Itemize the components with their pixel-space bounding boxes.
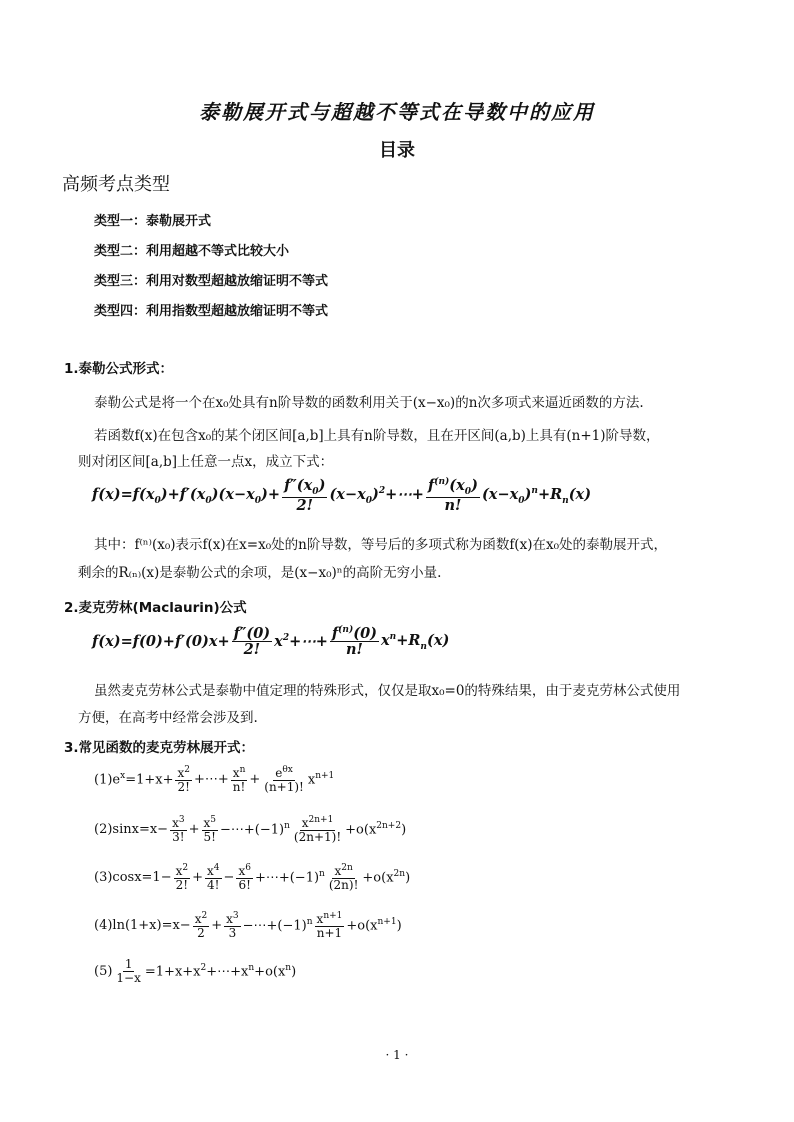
section-1-para-2: 若函数f(x)在包含x₀的某个闭区间[a,b]上具有n阶导数，且在开区间(a,b)上具有(n+1)阶导数，: [94, 428, 660, 444]
section-1-para-1: 泰勒公式是将一个在x₀处具有n阶导数的函数利用关于(x−x₀)的n次多项式来逼近函数的方法.: [94, 395, 644, 411]
section-2-heading: 2.麦克劳林(Maclaurin)公式: [64, 600, 247, 616]
toc-item-2[interactable]: 类型二：利用超越不等式比较大小: [94, 244, 290, 259]
section-1-para-3: 则对闭区间[a,b]上任意一点x，成立下式：: [78, 454, 334, 470]
page-number: · 1 ·: [385, 1048, 409, 1062]
series-ln: (4)ln(1+x)=x− $\frac{x^2}{2}$ + $\frac{x^3}{3}$ $-\cdots+(-1)^n$ $\frac{x^{n+1}}{n+1}$ $+o(x^{n+1})$: [94, 911, 402, 940]
section-1-heading: 1.泰勒公式形式：: [64, 361, 174, 377]
document-title: 泰勒展开式与超越不等式在导数中的应用: [199, 100, 595, 124]
maclaurin-formula: f(x)=f(0)+f′(0)x+ $\frac{f''(0)}{2!}$ $x^2+\cdots+$ $\frac{f^{(n)}(0)}{n!}$ $x^n+R_n(x)$: [92, 625, 450, 659]
freq-heading: 高频考点类型: [62, 174, 170, 195]
series-sin: (2)sinx=x− $\frac{x^3}{3!}$ + $\frac{x^5}{5!}$ $-\cdots+(-1)^n$ $\frac{x^{2n+1}}{(2n+1)!}$ $+o(x^{2n+2})$: [94, 815, 407, 844]
series-exp: $(1)e^x=1+x+$ $\frac{x^2}{2!}$ +⋯+ $\frac{x^n}{n!}$ + $\frac{e^{\theta x}}{(n+1)!}$ $x^{n+1}$: [94, 765, 335, 794]
toc-item-1[interactable]: 类型一：泰勒展开式: [94, 214, 212, 229]
section-2-para-1: 虽然麦克劳林公式是泰勒中值定理的特殊形式，仅仅是取x₀=0的特殊结果，由于麦克劳林公式使用: [94, 683, 681, 699]
section-3-heading: 3.常见函数的麦克劳林展开式：: [64, 740, 255, 756]
section-2-para-2: 方便，在高考中经常会涉及到.: [78, 710, 258, 726]
toc-item-3[interactable]: 类型三：利用对数型超越放缩证明不等式: [94, 274, 329, 289]
series-geometric: (5) $\frac{1}{1-x}$ $=1+x+x^2+\cdots+x^n+o(x^n)$: [94, 957, 297, 985]
taylor-formula: $f(x)=f(x_0)+f'(x_0)(x-x_0)+$ $\frac{f''(x_0)}{2!}$ $(x-x_0)^2+\cdots+$ $\frac{f^{(n)}(x_0)}{n!}$ $(x-x_0)^n+R_n(x)$: [92, 477, 592, 515]
toc-heading: 目录: [379, 140, 415, 161]
series-cos: (3)cosx=1− $\frac{x^2}{2!}$ + $\frac{x^4}{4!}$ − $\frac{x^6}{6!}$ $+\cdots+(-1)^n$ $\frac{x^{2n}}{(2n)!}$ $+o(x^{2n})$: [94, 863, 411, 892]
section-1-para-4: 其中：f⁽ⁿ⁾(x₀)表示f(x)在x=x₀处的n阶导数，等号后的多项式称为函数f(x)在x₀处的泰勒展开式，: [94, 537, 667, 553]
toc-item-4[interactable]: 类型四：利用指数型超越放缩证明不等式: [94, 304, 329, 319]
section-1-para-5: 剩余的R₍ₙ₎(x)是泰勒公式的余项，是(x−x₀)ⁿ的高阶无穷小量.: [78, 565, 442, 581]
